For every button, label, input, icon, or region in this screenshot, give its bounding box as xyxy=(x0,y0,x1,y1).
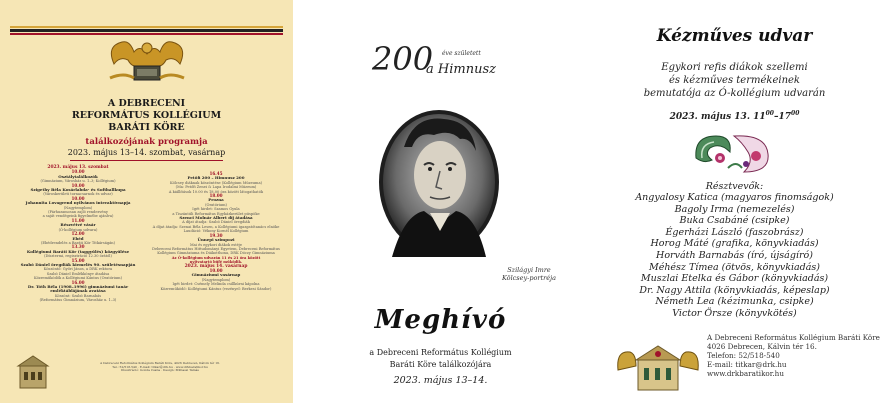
program-entry: Debreceni Református Hittudományi Egyetem, Debreceni Református xyxy=(152,246,280,251)
participant-item: Muszlai Etelka és Gábor (könyvkiadás) xyxy=(640,273,829,285)
program-entry: Gimnáziumi vasárnap xyxy=(191,272,241,278)
college-building-icon xyxy=(16,354,50,390)
craft-intro-line: Egykori refis diákok szellemi xyxy=(661,62,808,73)
participant-item: Németh Lea (kézimunka, csipke) xyxy=(655,296,814,308)
program-entry: Prozna xyxy=(208,197,224,203)
date-sup: 00 xyxy=(791,110,800,117)
program-entry: Szabó Dániel öregdiák kiemelés 90. születésnapján xyxy=(20,261,136,267)
address-line: 4026 Debrecen, Kálvin tér 16. xyxy=(707,342,817,351)
program-entry: Kollégium Gimnáziuma és Diákotthona, DRK Dóczy Gimnáziuma xyxy=(157,251,275,256)
craft-yard-title: Kézműves udvar xyxy=(656,26,813,46)
participants-list xyxy=(588,192,881,320)
email-line: E-mail: titkar@drk.hu xyxy=(707,360,787,369)
craft-yard-date xyxy=(588,110,881,122)
program-time: 10.00 xyxy=(209,267,223,273)
program-entry: nyitvatartó büfé működik. xyxy=(189,260,243,265)
program-entry: Ebéd xyxy=(72,235,84,241)
program-entry: Közreműködők a Kollégiumi Kántus (Oratórium) xyxy=(34,276,122,281)
website-line: www.drkbaratikor.hu xyxy=(707,369,784,378)
participant-item: Buka Csabáné (csipke) xyxy=(679,215,790,227)
program-entry: Kölcsey diáknak köszöntése (Kollégium Múzeuma) xyxy=(169,180,263,185)
program-column-sunday xyxy=(150,172,282,291)
participant-item: Égerházi László (faszobrász) xyxy=(665,226,804,238)
organization-title-line: BARÁTI KÖRE xyxy=(108,122,185,133)
program-entry: Petőfi 200 – Himnusz 200 xyxy=(187,175,245,181)
program-time: 10.00 xyxy=(71,182,85,188)
program-entry: Az Ó-kollégium udvarán 11 és 21 óra között xyxy=(171,255,261,260)
program-entry: (Nagytemplom) xyxy=(63,205,93,210)
divider xyxy=(70,160,223,161)
program-time: 10.00 xyxy=(71,169,85,175)
participants-heading: Résztvevők: xyxy=(705,181,764,192)
program-panel xyxy=(0,0,293,403)
invitation-line: Baráti Köre találkozójára xyxy=(389,360,492,369)
participant-item: Dr. Nagy Attila (könyvkiadás, képeslap) xyxy=(639,284,830,296)
program-day-heading: 2023. május 14. vasárnap xyxy=(184,263,248,269)
program-entry: Igét hirdet: Szamos Gyula xyxy=(192,207,240,212)
decorative-stripe-gold xyxy=(10,26,283,28)
portrait-caption-line: Kölcsey-portréja xyxy=(501,274,556,282)
date-main: 2023. május 13. 11 xyxy=(669,112,766,122)
program-subtitle: találkozójának programja xyxy=(85,137,208,147)
program-entry: (Ma: Petőfi Zenei & Lapa Irodalmi Múzeum) xyxy=(175,185,257,190)
college-crest-icon xyxy=(104,34,190,88)
kolcsey-portrait-image xyxy=(374,107,504,257)
program-entry: Köszöntő: Győri János, a DRK rektora xyxy=(43,267,113,272)
program-entry: Mai és egykori diákok estéje xyxy=(189,242,243,247)
phone-line: Telefon: 52/518-540 xyxy=(707,351,780,360)
program-footer xyxy=(60,362,260,373)
portrait-caption-line: Szilágyi Imre xyxy=(507,266,551,274)
footer-line: A Debreceni Református Kollégium Baráti Köre, 4026 Debrecen, Kálvin tér 16. xyxy=(100,361,220,365)
contact-address xyxy=(707,333,880,378)
program-time: 16.45 xyxy=(209,171,223,176)
invitation-line: a Debreceni Református Kollégium xyxy=(369,348,512,357)
program-entry: (Ó-kollégium udvara) xyxy=(58,227,98,232)
program-entry: A díjat átadja: Szenai Béla Lesen, a Kollégiumi igazgatótanács elnöke xyxy=(152,224,280,229)
program-entry: Igét hirdet: Csémely Melinda csillkúrni kápolna xyxy=(172,282,260,287)
program-entry: Johannita Lovagrend nyilvános interaktívnapja xyxy=(25,200,131,206)
anniversary-number: 200 xyxy=(372,40,434,78)
craft-intro-line: és kézműves termékeinek xyxy=(669,75,800,86)
program-day-heading: 2023. május 13. szombat xyxy=(47,165,109,170)
footer-line: Tel.: 52/518-540 · E-mail: titkar@drk.hu · www.drkbaratikor.hu xyxy=(112,364,208,369)
program-entry: Ünnepi szimpozi xyxy=(197,237,235,243)
decorative-stripe-black xyxy=(10,29,283,32)
college-logo-icon xyxy=(614,340,702,392)
invitation-date: 2023. május 13–14. xyxy=(393,375,488,386)
program-entry: Részvétvé vásár xyxy=(60,222,96,228)
program-entry: Köszönt: Szabó Barnabás xyxy=(54,293,102,298)
program-entry: Laudáció: Vékony Kornél Kollégium xyxy=(183,229,249,234)
program-entry: (Oratórium) xyxy=(205,202,227,207)
program-entry: A díjat átadja: Szabó Dániel öregdiák xyxy=(182,220,250,225)
address-line: A Debreceni Református Kollégium Baráti Köre xyxy=(707,333,880,342)
program-entry: (Református Gimnázium, Városház u. 1–3) xyxy=(39,298,117,303)
program-time: 15.00 xyxy=(71,257,85,263)
date-sup: 00 xyxy=(765,110,774,117)
program-entry: Szabó Dániel Emlékkönyv átadása xyxy=(46,271,110,276)
program-entry: (Ebédrendelés a Baráti Kör Titkárságán) xyxy=(40,240,116,245)
program-time: 11.00 xyxy=(71,217,85,223)
portrait-caption xyxy=(494,266,564,282)
invitation-title: Meghívó xyxy=(374,305,507,335)
program-entry: Szigethy Béla Kosárlabda- és Softballkupa xyxy=(30,187,126,193)
floral-ornament-icon xyxy=(690,128,780,176)
program-time: 16.00 xyxy=(71,279,85,285)
program-entry: Kollégiumi Baráti Kör (taggyűlés) közgyűlése xyxy=(26,248,130,254)
program-entry: a saját vendégeink figyelmébe ajánlva) xyxy=(42,214,114,219)
program-entry: Szenci Molnár Albert díj átadása xyxy=(179,215,253,221)
organization-title-line: REFORMÁTUS KOLLÉGIUM xyxy=(71,110,222,121)
date-dash: –17 xyxy=(773,112,792,122)
participant-item: Victor Örsze (könyvkötés) xyxy=(672,307,797,319)
anniversary-caption: éve született xyxy=(442,50,481,57)
participant-item: Méhész Tímea (ötvös, könyvkiadás) xyxy=(648,261,821,273)
invitation-panel xyxy=(294,0,587,403)
craft-intro-line: bemutatója az Ó-kollégium udvarán xyxy=(643,88,826,99)
program-entry: A kiállítások 10.00 és 18.00 óra között látogathatók xyxy=(168,189,264,194)
program-time: 10.00 xyxy=(71,195,85,201)
program-entry: (Városkerületi tornacsarnok és udvar) xyxy=(43,192,113,197)
program-entry: (Nagytemplom) xyxy=(201,277,231,282)
program-entry: a Tiszántúli Református Egyházkerület püspöke xyxy=(172,211,260,216)
program-entry: (Dísztermi, regisztráció 12.30 órától) xyxy=(44,254,112,259)
craft-yard-panel xyxy=(588,0,881,403)
anniversary-subject: a Himnusz xyxy=(426,62,496,77)
program-entry: Dr. Tóth Béla (1908–1996) gimnáziumi tanár xyxy=(27,283,129,289)
participant-item: Horváth Barnabás (író, újságíró) xyxy=(656,249,813,261)
program-time: 19.30 xyxy=(209,232,223,238)
program-dates: 2023. május 13–14. szombat, vasárnap xyxy=(67,148,226,157)
program-entry: (Párhuzamosan zajló rendezvény xyxy=(48,210,108,215)
program-entry: Közreműködő: Kollégiumi Kántus (vezényel: Berkesi Sándor) xyxy=(160,286,272,291)
program-entry: (Gimnázium, Városház u. 1–3; Kollégium) xyxy=(40,179,116,184)
participant-item: Angyalosy Katica (magyaros finomságok) xyxy=(635,192,834,203)
footer-line: Illusztráció: Gonda Csaba · Design: Milbassi Tamás xyxy=(121,368,199,373)
program-entry: emléktáblájának avatása xyxy=(50,288,106,294)
program-entry: Osztálytalálkozók xyxy=(58,173,98,179)
program-time: 13.30 xyxy=(71,244,85,250)
participant-item: Horog Máté (grafika, könyvkiadás) xyxy=(650,238,819,250)
participant-item: Bagoly Irma (nemezelés) xyxy=(674,203,795,215)
program-column-saturday xyxy=(14,166,142,303)
program-time: 18.00 xyxy=(209,193,223,199)
program-time: 12.00 xyxy=(71,231,85,237)
organization-title-line: A DEBRECENI xyxy=(107,98,186,109)
